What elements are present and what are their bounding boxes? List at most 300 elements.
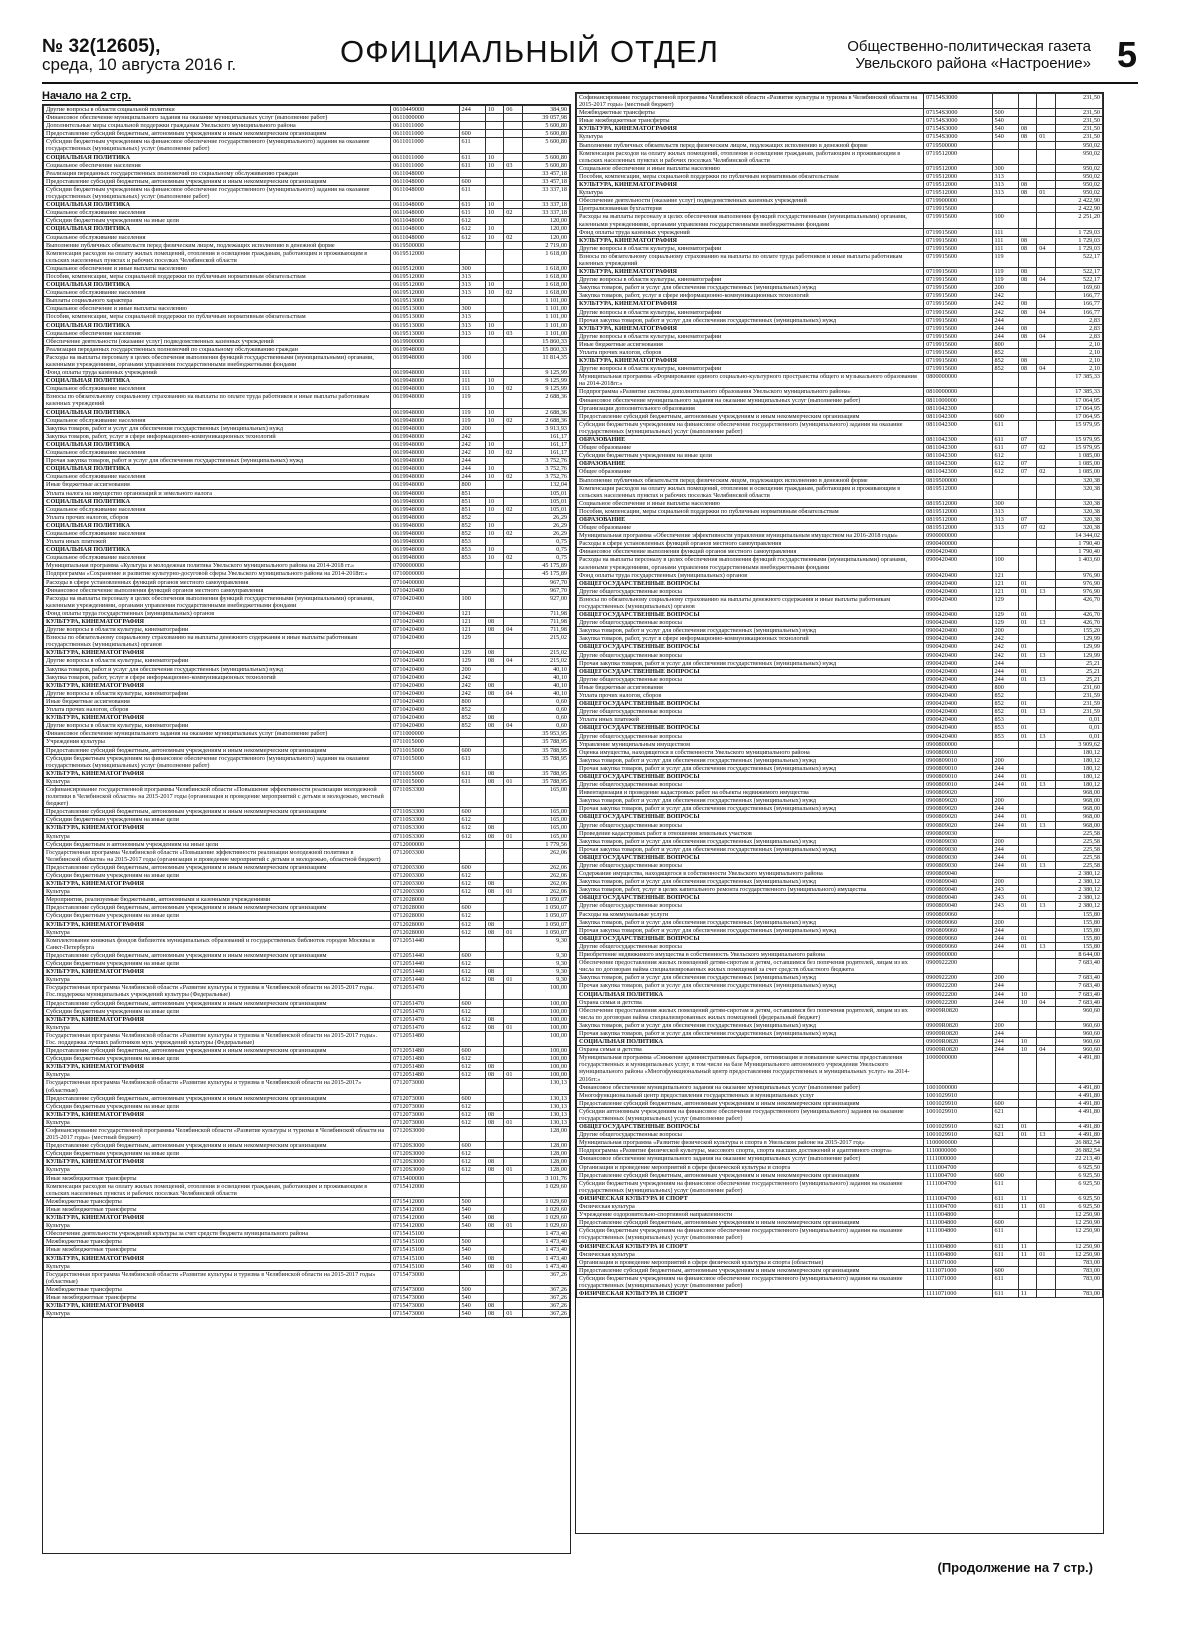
- row-name: Предоставление субсидий бюджетным, автономным учреждениям и иным некоммерческим организациям: [44, 863, 391, 871]
- row-target-code: 07120S3000: [391, 1127, 459, 1142]
- row-section: 01: [1018, 894, 1036, 902]
- row-amount: 9 125,99: [522, 377, 569, 385]
- row-amount: 426,70: [1055, 619, 1102, 627]
- row-subsection: [1037, 579, 1055, 587]
- row-subsection: [504, 201, 522, 209]
- row-name: Культура: [44, 1262, 391, 1270]
- row-name: Другие вопросы в области культуры, кинематографии: [577, 244, 924, 252]
- table-row: [577, 926, 1103, 934]
- row-section: 10: [485, 201, 503, 209]
- row-section: [1018, 164, 1036, 172]
- row-amount: 0,60: [522, 714, 569, 722]
- row-amount: 1 050,07: [522, 912, 569, 920]
- row-name: Финансовое обеспечение муниципального задания на оказание муниципальных услуг (выполнение работ): [577, 1083, 924, 1091]
- row-subsection: 13: [1037, 902, 1055, 910]
- row-expense-type: 611: [459, 161, 485, 169]
- table-row: [44, 594, 570, 609]
- row-expense-type: 611: [992, 1274, 1018, 1289]
- row-name: Подпрограмма «Развитие физической культуры, массового спорта, спорта высших достижений и адаптивного спорта»: [577, 1147, 924, 1155]
- table-row: [577, 373, 1103, 388]
- row-amount: 129,99: [1055, 643, 1102, 651]
- row-subsection: [504, 241, 522, 249]
- row-name: Закупка товаров, работ и услуг для обеспечения государственных (муниципальных) нужд: [577, 1021, 924, 1029]
- row-subsection: [504, 408, 522, 416]
- table-row: [44, 777, 570, 785]
- row-amount: 783,00: [1055, 1266, 1102, 1274]
- row-section: [485, 754, 503, 769]
- row-name: Общее образование: [577, 468, 924, 476]
- table-row: [577, 683, 1103, 691]
- row-section: 08: [1018, 268, 1036, 276]
- row-name: Субсидии бюджетным учреждениям на финансовое обеспечение государственного (муниципального) задания на оказание государственных (муниципальных) услуг (выполнение работ): [44, 185, 391, 200]
- row-subsection: 01: [504, 976, 522, 984]
- table-row: [44, 706, 570, 714]
- row-amount: 180,12: [1055, 748, 1102, 756]
- row-name: Мероприятия, реализуемые бюджетными, автономными и казенными учреждениями: [44, 896, 391, 904]
- table-row: [44, 1055, 570, 1063]
- row-subsection: [504, 546, 522, 554]
- row-name: Субсидии бюджетным учреждениям на иные цели: [44, 960, 391, 968]
- row-subsection: [504, 272, 522, 280]
- row-name: Субсидии бюджетным учреждениям на иные цели: [44, 217, 391, 225]
- row-expense-type: 851: [459, 497, 485, 505]
- row-expense-type: 600: [459, 808, 485, 816]
- row-subsection: [1037, 894, 1055, 902]
- row-target-code: 07154S3000: [924, 125, 992, 133]
- row-expense-type: 611: [992, 1179, 1018, 1194]
- row-name: Расходы в сфере установленных функций органов местного самоуправления: [44, 578, 391, 586]
- row-target-code: 1111071000: [924, 1258, 992, 1266]
- row-target-code: 0819512000: [924, 515, 992, 523]
- row-subsection: [504, 153, 522, 161]
- row-section: 11: [1018, 1290, 1036, 1298]
- row-subsection: [504, 968, 522, 976]
- row-amount: 215,02: [522, 634, 569, 649]
- row-section: 01: [1018, 942, 1036, 950]
- row-section: 08: [1018, 300, 1036, 308]
- row-name: Оценка имущества, находящегося в собственности Увельского муниципального района: [577, 748, 924, 756]
- row-amount: 9,30: [522, 976, 569, 984]
- row-amount: 169,60: [1055, 284, 1102, 292]
- table-row: [44, 1023, 570, 1031]
- row-expense-type: 853: [992, 732, 1018, 740]
- row-expense-type: 300: [459, 305, 485, 313]
- row-name: Предоставление субсидий бюджетным, автономным учреждениям и иным некоммерческим организациям: [577, 1099, 924, 1107]
- row-subsection: 04: [1037, 276, 1055, 284]
- row-target-code: 0900809040: [924, 886, 992, 894]
- row-expense-type: 500: [459, 1238, 485, 1246]
- row-amount: 1 050,07: [522, 928, 569, 936]
- table-row: [44, 1047, 570, 1055]
- row-target-code: 0710420400: [391, 673, 459, 681]
- row-expense-type: 612: [992, 468, 1018, 476]
- row-target-code: 0710420400: [391, 665, 459, 673]
- row-section: [1018, 94, 1036, 109]
- row-name: КУЛЬТУРА, КИНЕМАТОГРАФИЯ: [577, 300, 924, 308]
- row-subsection: [1037, 756, 1055, 764]
- row-expense-type: 612: [459, 976, 485, 984]
- row-section: [1018, 213, 1036, 228]
- row-expense-type: 611: [992, 1227, 1018, 1242]
- table-row: [44, 249, 570, 264]
- row-name: Закупка товаров, работ и услуг для обеспечения государственных (муниципальных) нужд: [577, 878, 924, 886]
- row-expense-type: 111: [992, 228, 1018, 236]
- row-subsection: [504, 824, 522, 832]
- row-amount: 2 422,90: [1055, 197, 1102, 205]
- row-section: 10: [485, 440, 503, 448]
- row-expense-type: 200: [992, 627, 1018, 635]
- row-amount: 100,00: [522, 1023, 569, 1031]
- row-section: 01: [1018, 675, 1036, 683]
- row-target-code: 0900800000: [924, 740, 992, 748]
- row-target-code: 0619512000: [391, 272, 459, 280]
- row-section: 08: [485, 689, 503, 697]
- table-row: [44, 153, 570, 161]
- row-target-code: 0715415100: [391, 1246, 459, 1254]
- table-row: [44, 1063, 570, 1071]
- row-expense-type: 800: [459, 481, 485, 489]
- table-row: [577, 332, 1103, 340]
- row-section: [485, 353, 503, 368]
- row-section: [485, 586, 503, 594]
- row-amount: 165,00: [522, 808, 569, 816]
- row-amount: 8 644,00: [1055, 951, 1102, 959]
- table-row: [577, 959, 1103, 974]
- row-amount: 1 729,03: [1055, 236, 1102, 244]
- row-subsection: [504, 1302, 522, 1310]
- row-amount: 231,50: [1055, 94, 1102, 109]
- row-amount: 130,13: [522, 1102, 569, 1110]
- row-target-code: 0712051480: [391, 1047, 459, 1055]
- row-amount: 17 385,33: [1055, 373, 1102, 388]
- table-row: [44, 689, 570, 697]
- row-subsection: [504, 999, 522, 1007]
- row-expense-type: [459, 1031, 485, 1046]
- row-subsection: [504, 432, 522, 440]
- row-subsection: [1037, 94, 1055, 109]
- row-name: Иные межбюджетные трансферты: [577, 117, 924, 125]
- row-section: 08: [1018, 236, 1036, 244]
- table-row: [44, 114, 570, 122]
- row-name: КУЛЬТУРА, КИНЕМАТОГРАФИЯ: [44, 1214, 391, 1222]
- row-target-code: 0719512000: [924, 149, 992, 164]
- table-row: [577, 388, 1103, 396]
- row-expense-type: [992, 388, 1018, 396]
- row-subsection: [504, 1214, 522, 1222]
- row-section: [485, 114, 503, 122]
- row-target-code: 0719915600: [924, 316, 992, 324]
- table-row: [44, 848, 570, 863]
- row-expense-type: 540: [459, 1310, 485, 1318]
- row-amount: 960,60: [1055, 1021, 1102, 1029]
- row-name: Софинансирование государственной программы Челябинской области «Развитие культуры и туризма в Челябинской области на 2015-2017 годы» (местный бюджет): [577, 94, 924, 109]
- row-subsection: [504, 1174, 522, 1182]
- table-row: [577, 659, 1103, 667]
- row-amount: 15 860,33: [522, 337, 569, 345]
- row-amount: 25,21: [1055, 667, 1102, 675]
- row-name: Выполнение публичных обязательств перед физическим лицом, подлежащих исполнению в денежной форме: [577, 476, 924, 484]
- table-row: [577, 571, 1103, 579]
- row-expense-type: 612: [459, 1110, 485, 1118]
- table-row: [577, 133, 1103, 141]
- row-expense-type: 313: [992, 181, 1018, 189]
- row-subsection: [1037, 349, 1055, 357]
- row-name: Предоставление субсидий бюджетным, автономным учреждениям и иным некоммерческим организациям: [44, 999, 391, 1007]
- row-section: [485, 912, 503, 920]
- row-name: Закупка товаров, работ и услуг для обеспечения государственных (муниципальных) нужд: [44, 424, 391, 432]
- row-name: Социальное обслуживание населения: [44, 416, 391, 424]
- row-target-code: 0712051480: [391, 1031, 459, 1046]
- row-target-code: 0819512000: [924, 484, 992, 499]
- row-subsection: [1037, 1099, 1055, 1107]
- row-expense-type: 612: [459, 1055, 485, 1063]
- row-expense-type: 200: [459, 665, 485, 673]
- row-expense-type: 242: [459, 440, 485, 448]
- row-subsection: [1037, 324, 1055, 332]
- row-section: 08: [485, 626, 503, 634]
- table-row: [577, 476, 1103, 484]
- row-name: Предоставление субсидий бюджетным, автономным учреждениям и иным некоммерческим организациям: [44, 1142, 391, 1150]
- table-row: [577, 619, 1103, 627]
- row-name: КУЛЬТУРА, КИНЕМАТОГРАФИЯ: [44, 1158, 391, 1166]
- row-subsection: [1037, 683, 1055, 691]
- row-section: 01: [1018, 619, 1036, 627]
- row-section: [485, 432, 503, 440]
- row-section: [1018, 476, 1036, 484]
- row-name: Межбюджетные трансферты: [44, 1285, 391, 1293]
- row-name: Взносы по обязательному социальному страхованию на выплаты денежного содержания и иные выплаты работникам государственных (муниципальных) органов: [577, 595, 924, 610]
- row-target-code: 1111000000: [924, 1155, 992, 1163]
- row-expense-type: 600: [459, 904, 485, 912]
- row-amount: 1 029,60: [522, 1205, 569, 1213]
- row-name: СОЦИАЛЬНАЯ ПОЛИТИКА: [44, 377, 391, 385]
- row-name: Выполнение публичных обязательств перед физическим лицом, подлежащих исполнению в денежной форме: [577, 141, 924, 149]
- row-name: Культура: [44, 976, 391, 984]
- row-name: Предоставление субсидий бюджетным, автономным учреждениям и иным некоммерческим организациям: [44, 1094, 391, 1102]
- row-subsection: [1037, 499, 1055, 507]
- row-section: 08: [485, 888, 503, 896]
- row-target-code: 0712051440: [391, 951, 459, 959]
- row-section: [1018, 172, 1036, 180]
- row-name: Государственная программа Челябинской области «Развитие культуры и туризма в Челябинской области на 2015-2017 годы. Гос.поддержка муниципальных учреждений культуры (Федеральные): [44, 984, 391, 999]
- row-subsection: [504, 169, 522, 177]
- row-subsection: 04: [504, 689, 522, 697]
- row-amount: 45 175,89: [522, 570, 569, 578]
- table-row: [577, 918, 1103, 926]
- row-expense-type: 244: [992, 1029, 1018, 1037]
- table-row: [44, 1222, 570, 1230]
- row-expense-type: 600: [459, 177, 485, 185]
- row-target-code: 0719915600: [924, 292, 992, 300]
- row-name: Обеспечение предоставления жилых помещений детям-сиротам и детям, оставшимся без попечения родителей, лицам из их числа по договорам найма специализированных жилых помещений за счет средств областного бюджета: [577, 959, 924, 974]
- row-subsection: 01: [504, 928, 522, 936]
- row-target-code: 0900809020: [924, 813, 992, 821]
- row-subsection: [504, 217, 522, 225]
- row-subsection: [504, 578, 522, 586]
- row-amount: 1 473,40: [522, 1262, 569, 1270]
- table-row: [44, 840, 570, 848]
- table-row: [577, 692, 1103, 700]
- row-subsection: [504, 618, 522, 626]
- row-amount: 1 779,56: [522, 840, 569, 848]
- table-row: [577, 292, 1103, 300]
- table-row: [44, 130, 570, 138]
- row-name: Предоставление субсидий бюджетным, автономным учреждениям и иным некоммерческим организациям: [577, 1219, 924, 1227]
- row-section: [485, 1246, 503, 1254]
- row-name: ОБЩЕГОСУДАРСТВЕННЫЕ ВОПРОСЫ: [577, 579, 924, 587]
- row-expense-type: 244: [992, 781, 1018, 789]
- row-name: Культура: [44, 1071, 391, 1079]
- row-section: [485, 249, 503, 264]
- row-section: [485, 297, 503, 305]
- row-section: [1018, 484, 1036, 499]
- row-name: КУЛЬТУРА, КИНЕМАТОГРАФИЯ: [577, 268, 924, 276]
- row-subsection: [1037, 789, 1055, 797]
- table-row: [44, 872, 570, 880]
- row-expense-type: 611: [992, 1250, 1018, 1258]
- row-name: КУЛЬТУРА, КИНЕМАТОГРАФИЯ: [577, 181, 924, 189]
- row-amount: 225,58: [1055, 837, 1102, 845]
- row-target-code: 0711015000: [391, 738, 459, 746]
- row-target-code: 0710420400: [391, 714, 459, 722]
- row-target-code: 0619513000: [391, 313, 459, 321]
- row-amount: 1 085,00: [1055, 452, 1102, 460]
- row-section: [485, 665, 503, 673]
- row-expense-type: [992, 373, 1018, 388]
- row-target-code: 07120S3000: [391, 1142, 459, 1150]
- row-amount: 12 250,90: [1055, 1211, 1102, 1219]
- row-amount: 3 752,76: [522, 465, 569, 473]
- row-subsection: [1037, 1021, 1055, 1029]
- row-section: [485, 594, 503, 609]
- row-expense-type: [459, 169, 485, 177]
- row-section: [1018, 499, 1036, 507]
- row-expense-type: [459, 1079, 485, 1094]
- row-expense-type: [459, 848, 485, 863]
- row-expense-type: [992, 910, 1018, 918]
- row-section: [485, 264, 503, 272]
- row-name: Закупка товаров, работ, услуг в сфере информационно-коммуникационных технологий: [44, 432, 391, 440]
- row-section: [485, 1094, 503, 1102]
- row-amount: 7 683,40: [1055, 998, 1102, 1006]
- row-section: [485, 1102, 503, 1110]
- row-amount: 155,80: [1055, 934, 1102, 942]
- row-expense-type: 244: [992, 934, 1018, 942]
- row-expense-type: [459, 896, 485, 904]
- row-expense-type: 540: [459, 1246, 485, 1254]
- row-subsection: [504, 960, 522, 968]
- table-row: [44, 385, 570, 393]
- table-row: [577, 1171, 1103, 1179]
- table-row: [44, 169, 570, 177]
- row-target-code: 07110S3300: [391, 832, 459, 840]
- table-row: [577, 324, 1103, 332]
- table-row: [44, 673, 570, 681]
- row-name: СОЦИАЛЬНАЯ ПОЛИТИКА: [44, 497, 391, 505]
- row-target-code: 0715412000: [391, 1197, 459, 1205]
- table-row: [577, 436, 1103, 444]
- row-amount: 33 457,18: [522, 177, 569, 185]
- row-subsection: [504, 1063, 522, 1071]
- row-expense-type: 852: [992, 700, 1018, 708]
- row-subsection: 02: [504, 416, 522, 424]
- row-section: [485, 738, 503, 746]
- row-name: Компенсация расходов на оплату жилых помещений, отопления и освещения гражданам, работающим и проживающим в сельских населенных пунктах и рабочих поселках Челябинской области: [577, 484, 924, 499]
- row-subsection: [1037, 1171, 1055, 1179]
- row-target-code: 0619513000: [391, 329, 459, 337]
- row-name: Социальное обслуживание населения: [44, 554, 391, 562]
- row-amount: 180,12: [1055, 756, 1102, 764]
- row-name: Социальное обеспечение и иные выплаты населению: [577, 499, 924, 507]
- row-amount: 1 473,40: [522, 1254, 569, 1262]
- row-expense-type: 244: [992, 926, 1018, 934]
- table-row: [577, 468, 1103, 476]
- row-expense-type: 244: [459, 473, 485, 481]
- row-section: 11: [1018, 1203, 1036, 1211]
- row-subsection: [504, 880, 522, 888]
- row-target-code: 0719915600: [924, 252, 992, 267]
- row-section: 01: [1018, 934, 1036, 942]
- row-name: Культура: [44, 1166, 391, 1174]
- row-target-code: 0900420400: [924, 651, 992, 659]
- row-name: Социальное обслуживание населения: [44, 473, 391, 481]
- newspaper-name-line1: Общественно-политическая газета: [847, 38, 1091, 55]
- row-amount: 3 913,93: [522, 424, 569, 432]
- row-subsection: [1037, 1274, 1055, 1289]
- row-section: [1018, 797, 1036, 805]
- row-section: 07: [1018, 524, 1036, 532]
- table-row: [44, 217, 570, 225]
- row-expense-type: 119: [992, 268, 1018, 276]
- row-name: Предоставление субсидий бюджетным, автономным учреждениям и иным некоммерческим организациям: [577, 1171, 924, 1179]
- row-expense-type: 852: [459, 722, 485, 730]
- row-subsection: [504, 281, 522, 289]
- row-subsection: [1037, 805, 1055, 813]
- row-amount: 100,00: [522, 1007, 569, 1015]
- row-section: [485, 538, 503, 546]
- row-name: СОЦИАЛЬНАЯ ПОЛИТИКА: [44, 440, 391, 448]
- row-target-code: 0712051470: [391, 1023, 459, 1031]
- row-amount: 1 618,00: [522, 289, 569, 297]
- row-section: 01: [1018, 667, 1036, 675]
- row-subsection: [1037, 772, 1055, 780]
- row-expense-type: 129: [459, 657, 485, 665]
- row-name: Управление муниципальным имуществом: [577, 740, 924, 748]
- row-target-code: 0712073000: [391, 1079, 459, 1094]
- row-expense-type: 244: [992, 675, 1018, 683]
- row-amount: 180,12: [1055, 781, 1102, 789]
- table-row: [44, 1142, 570, 1150]
- row-expense-type: 313: [992, 172, 1018, 180]
- row-target-code: 0619948000: [391, 408, 459, 416]
- row-expense-type: 612: [459, 1102, 485, 1110]
- row-section: [485, 138, 503, 153]
- table-row: [577, 452, 1103, 460]
- row-amount: 161,17: [522, 449, 569, 457]
- row-name: Субсидии бюджетным учреждениям на иные цели: [44, 1150, 391, 1158]
- row-name: Субсидии бюджетным учреждениям на иные цели: [44, 912, 391, 920]
- row-amount: 1 050,07: [522, 904, 569, 912]
- row-amount: 711,98: [522, 609, 569, 617]
- row-name: Компенсация расходов на оплату жилых помещений, отопления и освещения гражданам, работающим и проживающим в сельских населенных пунктах и рабочих поселках Челябинской области: [44, 249, 391, 264]
- row-name: Обеспечение предоставления жилых помещений детям-сиротам и детям, оставшимся без попечения родителей, лицам из их числа по договорам найма специализированных жилых помещений (федеральный бюджет): [577, 1006, 924, 1021]
- row-expense-type: 611: [992, 420, 1018, 435]
- row-name: Прочая закупка товаров, работ и услуг для обеспечения государственных (муниципальных) нужд: [577, 845, 924, 853]
- row-amount: 960,60: [1055, 1038, 1102, 1046]
- row-section: [1018, 556, 1036, 571]
- row-name: ОБЩЕГОСУДАРСТВЕННЫЕ ВОПРОСЫ: [577, 724, 924, 732]
- row-amount: 320,38: [1055, 484, 1102, 499]
